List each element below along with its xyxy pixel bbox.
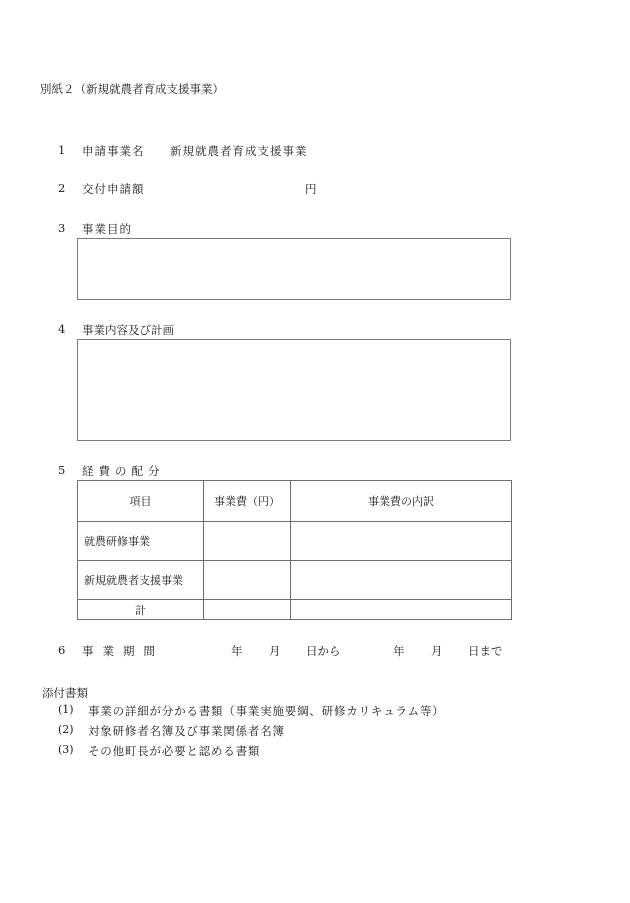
item-4-label: 事業内容及び計画 bbox=[82, 323, 174, 337]
project-content-plan-field[interactable] bbox=[77, 339, 511, 441]
item-6-number: 6 bbox=[58, 643, 66, 657]
item-4-number: 4 bbox=[58, 322, 66, 336]
attachment-3-text: その他町長が必要と認める書類 bbox=[88, 744, 261, 758]
project-name-value: 新規就農者育成支援事業 bbox=[170, 144, 308, 158]
end-year-unit: 年 bbox=[393, 644, 405, 658]
header-amount: 事業費（円） bbox=[204, 481, 291, 522]
item-6-label: 事業期間 bbox=[82, 644, 164, 658]
row-item: 新規就農者支援事業 bbox=[78, 561, 204, 600]
row-breakdown-cell[interactable] bbox=[291, 522, 512, 561]
item-3-number: 3 bbox=[58, 221, 66, 235]
item-5-label: 経費の配分 bbox=[82, 464, 165, 478]
cost-allocation-table bbox=[77, 480, 512, 620]
total-label: 計 bbox=[78, 600, 204, 620]
end-month-unit: 月 bbox=[431, 644, 443, 658]
attachment-2-number: (2) bbox=[58, 723, 74, 736]
attachment-1-number: (1) bbox=[58, 703, 74, 716]
item-2-number: 2 bbox=[58, 181, 66, 195]
table-total-row bbox=[78, 600, 512, 620]
start-day-from: 日から bbox=[306, 644, 341, 658]
amount-unit: 円 bbox=[305, 182, 317, 196]
header-breakdown: 事業費の内訳 bbox=[291, 481, 512, 522]
row-amount-cell[interactable] bbox=[204, 522, 291, 561]
attachment-3-number: (3) bbox=[58, 743, 74, 756]
table-row bbox=[78, 522, 512, 561]
table-header-row bbox=[78, 481, 512, 522]
start-year-unit: 年 bbox=[231, 644, 243, 658]
attachment-2-text: 対象研修者名簿及び事業関係者名簿 bbox=[88, 724, 285, 738]
document-title: 別紙２（新規就農者育成支援事業） bbox=[40, 82, 224, 96]
attachment-1-text: 事業の詳細が分かる書類（事業実施要綱、研修カリキュラム等） bbox=[88, 704, 445, 718]
item-3-label: 事業目的 bbox=[82, 222, 132, 236]
item-2-label: 交付申請額 bbox=[82, 182, 145, 196]
total-breakdown-cell[interactable] bbox=[291, 600, 512, 620]
project-purpose-field[interactable] bbox=[77, 238, 511, 300]
attachments-title: 添付書類 bbox=[42, 686, 88, 700]
item-1-label: 申請事業名 bbox=[82, 144, 145, 158]
table-row bbox=[78, 561, 512, 600]
row-amount-cell[interactable] bbox=[204, 561, 291, 600]
row-item: 就農研修事業 bbox=[78, 522, 204, 561]
item-5-number: 5 bbox=[58, 463, 66, 477]
header-item: 項目 bbox=[78, 481, 204, 522]
item-1-number: 1 bbox=[58, 143, 66, 157]
total-amount-cell[interactable] bbox=[204, 600, 291, 620]
row-breakdown-cell[interactable] bbox=[291, 561, 512, 600]
start-month-unit: 月 bbox=[269, 644, 281, 658]
end-day-until: 日まで bbox=[468, 644, 503, 658]
